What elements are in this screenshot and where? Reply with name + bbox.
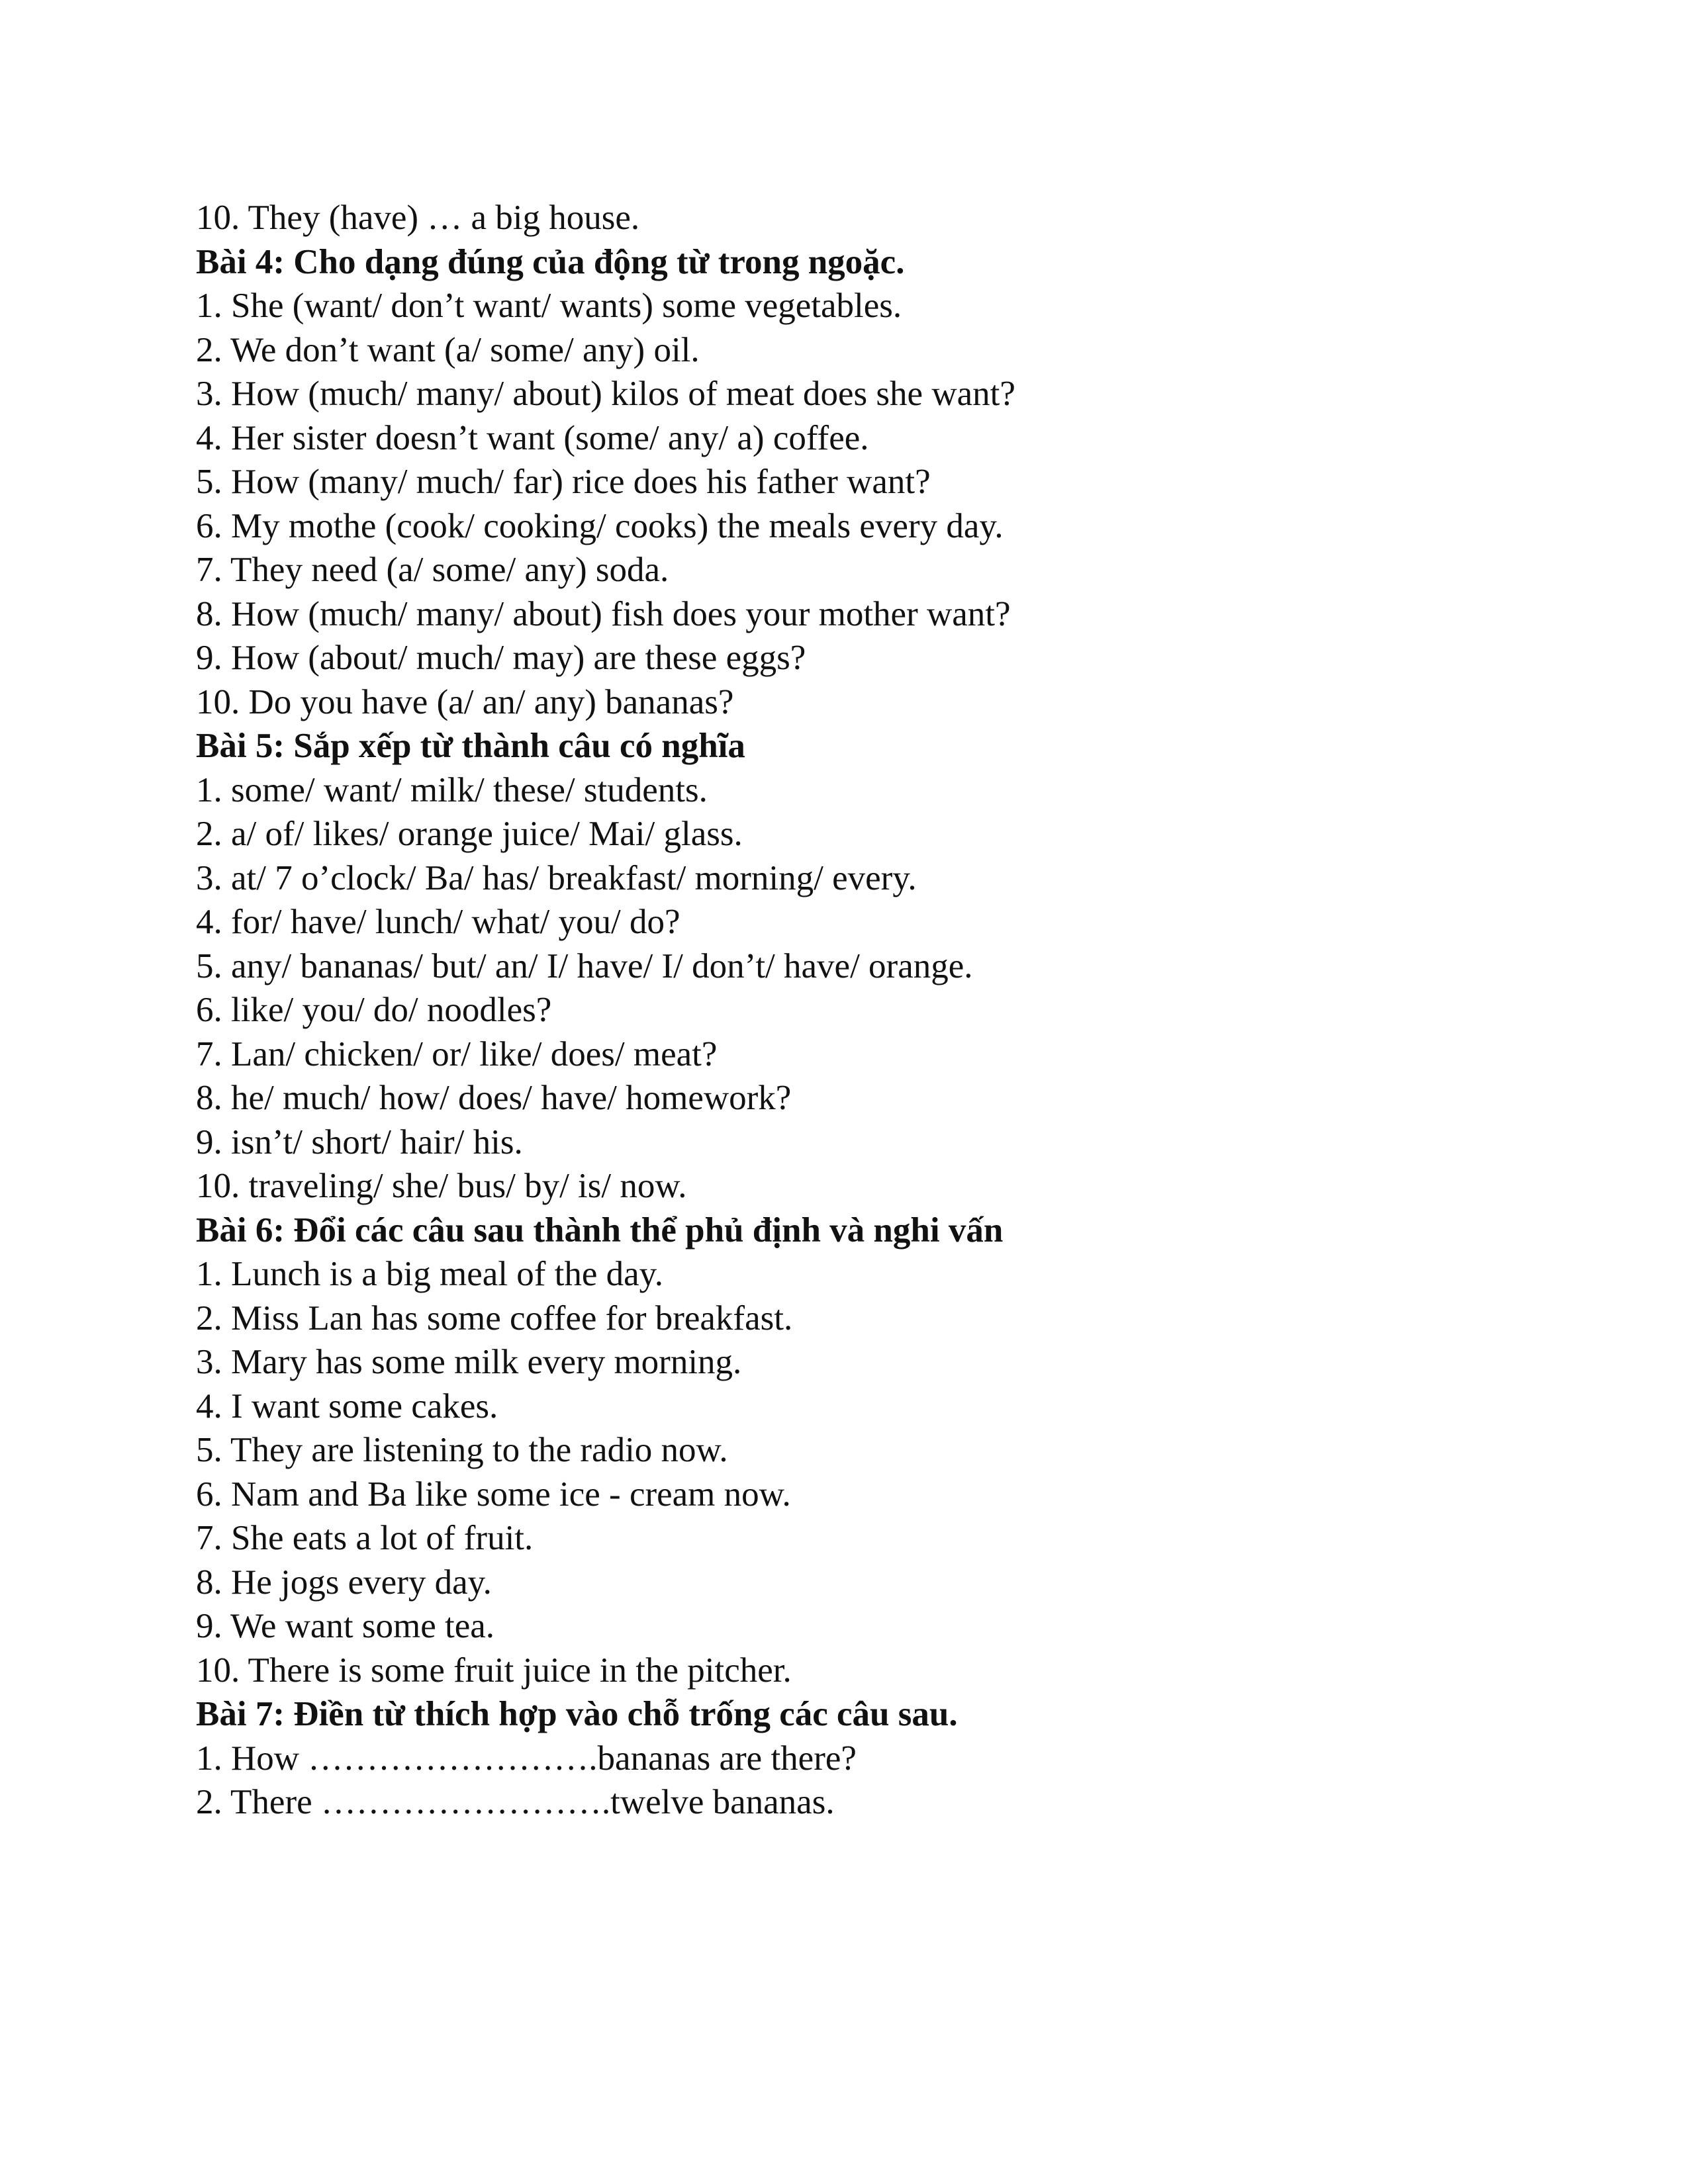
worksheet-page bbox=[196, 196, 1070, 1825]
exercise-item: 3. Mary has some milk every morning. bbox=[196, 1343, 742, 1381]
exercise-item: 10. traveling/ she/ bus/ by/ is/ now. bbox=[196, 1167, 687, 1205]
section-heading: Bài 5: Sắp xếp từ thành câu có nghĩa bbox=[196, 727, 745, 765]
exercise-item: 4. for/ have/ lunch/ what/ you/ do? bbox=[196, 903, 680, 941]
exercise-item: 10. They (have) … a big house. bbox=[196, 199, 640, 237]
exercise-item: 3. How (much/ many/ about) kilos of meat does she want? bbox=[196, 375, 1015, 413]
exercise-item: 5. They are listening to the radio now. bbox=[196, 1431, 728, 1469]
exercise-item: 10. Do you have (a/ an/ any) bananas? bbox=[196, 682, 734, 721]
exercise-section-4 bbox=[196, 240, 1070, 725]
exercise-item: 8. he/ much/ how/ does/ have/ homework? bbox=[196, 1079, 792, 1117]
exercise-section-6 bbox=[196, 1208, 1070, 1693]
exercise-item: 1. some/ want/ milk/ these/ students. bbox=[196, 770, 708, 809]
exercise-item: 4. I want some cakes. bbox=[196, 1387, 498, 1426]
exercise-item: 4. Her sister doesn’t want (some/ any/ a) coffee. bbox=[196, 418, 869, 457]
exercise-item: 7. She eats a lot of fruit. bbox=[196, 1519, 534, 1557]
exercise-item: 2. Miss Lan has some coffee for breakfast. bbox=[196, 1298, 793, 1338]
exercise-item: 9. How (about/ much/ may) are these eggs? bbox=[196, 639, 806, 677]
exercise-item: 6. like/ you/ do/ noodles? bbox=[196, 991, 552, 1029]
exercise-item: 7. Lan/ chicken/ or/ like/ does/ meat? bbox=[196, 1034, 718, 1073]
exercise-section-5 bbox=[196, 724, 1070, 1208]
exercise-item: 9. isn’t/ short/ hair/ his. bbox=[196, 1122, 523, 1161]
exercise-item: 6. My mothe (cook/ cooking/ cooks) the meals every day. bbox=[196, 506, 1004, 545]
exercise-item: 10. There is some fruit juice in the pitcher. bbox=[196, 1651, 792, 1690]
exercise-item: 1. How …………………….bananas are there? bbox=[196, 1739, 857, 1778]
section-heading: Bài 4: Cho dạng đúng của động từ trong ngoặc. bbox=[196, 242, 905, 281]
exercise-section-7 bbox=[196, 1692, 1070, 1825]
exercise-item: 5. How (many/ much/ far) rice does his father want? bbox=[196, 463, 931, 501]
section-heading: Bài 6: Đổi các câu sau thành thể phủ định và nghi vấn bbox=[196, 1210, 1004, 1250]
exercise-item: 3. at/ 7 o’clock/ Ba/ has/ breakfast/ morning/ every. bbox=[196, 858, 917, 897]
exercise-item: 1. Lunch is a big meal of the day. bbox=[196, 1255, 663, 1293]
exercise-item: 2. We don’t want (a/ some/ any) oil. bbox=[196, 330, 700, 369]
section-heading: Bài 7: Điền từ thích hợp vào chỗ trống các câu sau. bbox=[196, 1695, 958, 1733]
exercise-item: 1. She (want/ don’t want/ wants) some vegetables. bbox=[196, 287, 902, 325]
exercise-item: 2. There …………………….twelve bananas. bbox=[196, 1783, 835, 1821]
exercise-item: 8. How (much/ many/ about) fish does your mother want? bbox=[196, 594, 1011, 633]
exercise-item: 2. a/ of/ likes/ orange juice/ Mai/ glass. bbox=[196, 815, 743, 853]
exercise-item: 9. We want some tea. bbox=[196, 1607, 495, 1645]
exercise-item: 7. They need (a/ some/ any) soda. bbox=[196, 551, 669, 589]
exercise-item: 6. Nam and Ba like some ice - cream now. bbox=[196, 1475, 791, 1514]
exercise-item: 5. any/ bananas/ but/ an/ I/ have/ I/ don’t/ have/ orange. bbox=[196, 946, 973, 985]
exercise-item: 8. He jogs every day. bbox=[196, 1563, 492, 1602]
